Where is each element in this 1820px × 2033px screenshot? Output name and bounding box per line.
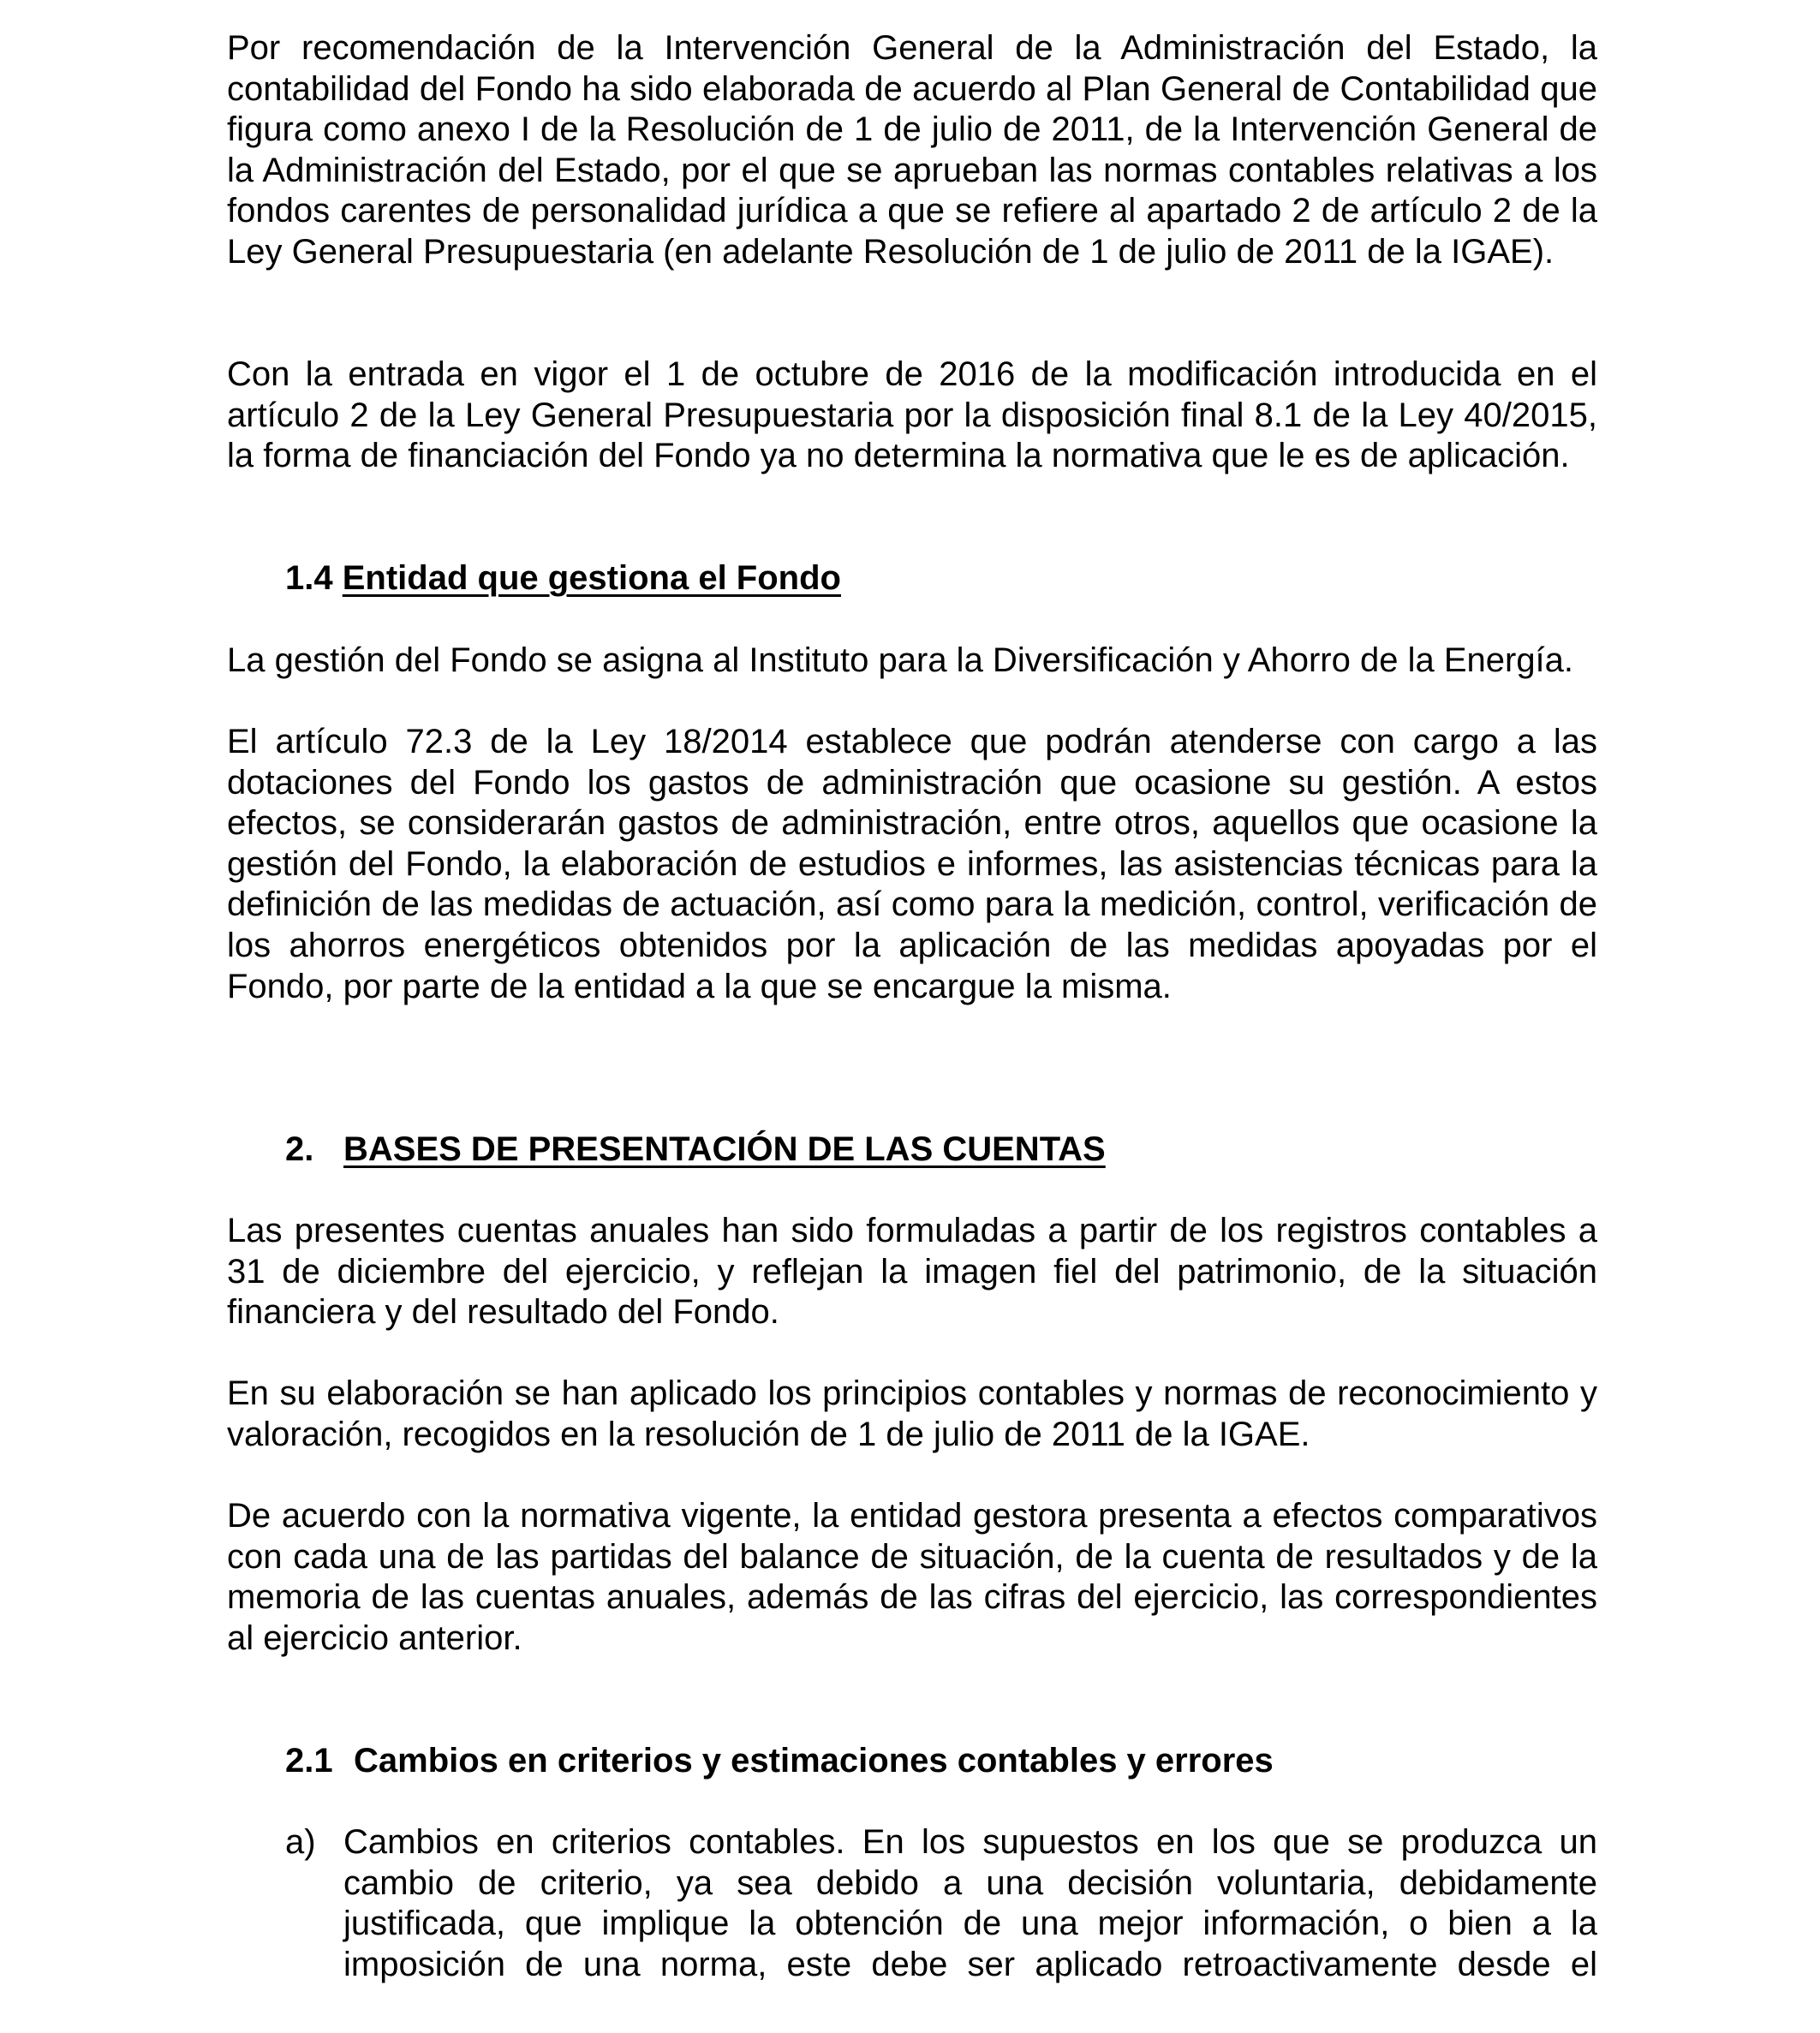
- section-title: BASES DE PRESENTACIÓN DE LAS CUENTAS: [343, 1130, 1106, 1168]
- paragraph-gestion-fondo: La gestión del Fondo se asigna al Instituto para la Diversificación y Ahorro de la Energía.: [227, 641, 1574, 679]
- section-heading-1-4: [285, 558, 841, 599]
- section-heading-2-1: [285, 1741, 1274, 1782]
- section-number: 2.1: [285, 1742, 333, 1780]
- section-number: 1.4: [285, 559, 333, 597]
- paragraph-normativa-vigente: De acuerdo con la normativa vigente, la entidad gestora presenta a efectos comparativos con cada una de las partidas del balance de situación, de la cuenta de resultados y de la memoria de las cuentas anuales, además de las cifras del ejercicio, las correspondientes al ejercicio anterior.: [227, 1497, 1597, 1657]
- paragraph-entrada-en-vigor: Con la entrada en vigor el 1 de octubre de 2016 de la modificación introducida en el artículo 2 de la Ley General Presupuestaria por la disposición final 8.1 de la Ley 40/2015, la forma de financiación del Fondo ya no determina la normativa que le es de aplicación.: [227, 355, 1597, 475]
- section-title: Entidad que gestiona el Fondo: [342, 559, 841, 597]
- list-item-marker: a): [285, 1823, 316, 1861]
- paragraph-principios-contables: En su elaboración se han aplicado los principios contables y normas de reconocimiento y valoración, recogidos en la resolución de 1 de julio de 2011 de la IGAE.: [227, 1374, 1597, 1453]
- paragraph-plan-general-contabilidad: Por recomendación de la Intervención General de la Administración del Estado, la contabilidad del Fondo ha sido elaborada de acuerdo al Plan General de Contabilidad que figura como anexo I de la Resolución de 1 de julio de 2011, de la Intervención General de la Administración del Estado, por el que se aprueban las normas contables relativas a los fondos carentes de personalidad jurídica a que se refiere al apartado 2 de artículo 2 de la Ley General Presupuestaria (en adelante Resolución de 1 de julio de 2011 de la IGAE).: [227, 29, 1597, 271]
- list-item-cambios-criterios: Cambios en criterios contables. En los supuestos en los que se produzca un cambio de criterio, ya sea debido a una decisión voluntaria, debidamente justificada, que implique la obtención de una mejor información, o bien a la imposición de una norma, este debe ser aplicado retroactivamente desde el: [343, 1823, 1597, 1983]
- paragraph-cuentas-anuales: Las presentes cuentas anuales han sido formuladas a partir de los registros contables a 31 de diciembre del ejercicio, y reflejan la imagen fiel del patrimonio, de la situación financiera y del resultado del Fondo.: [227, 1212, 1597, 1332]
- paragraph-articulo-72-3: El artículo 72.3 de la Ley 18/2014 establece que podrán atenderse con cargo a las dotaciones del Fondo los gastos de administración que ocasione su gestión. A estos efectos, se considerarán gastos de administración, entre otros, aquellos que ocasione la gestión del Fondo, la elaboración de estudios e informes, las asistencias técnicas para la definición de las medidas de actuación, así como para la medición, control, verificación de los ahorros energéticos obtenidos por la aplicación de las medidas apoyadas por el Fondo, por parte de la entidad a la que se encargue la misma.: [227, 723, 1597, 1005]
- section-title: Cambios en criterios y estimaciones contables y errores: [354, 1742, 1274, 1780]
- section-number: 2.: [285, 1130, 314, 1168]
- section-heading-2: [285, 1130, 1106, 1171]
